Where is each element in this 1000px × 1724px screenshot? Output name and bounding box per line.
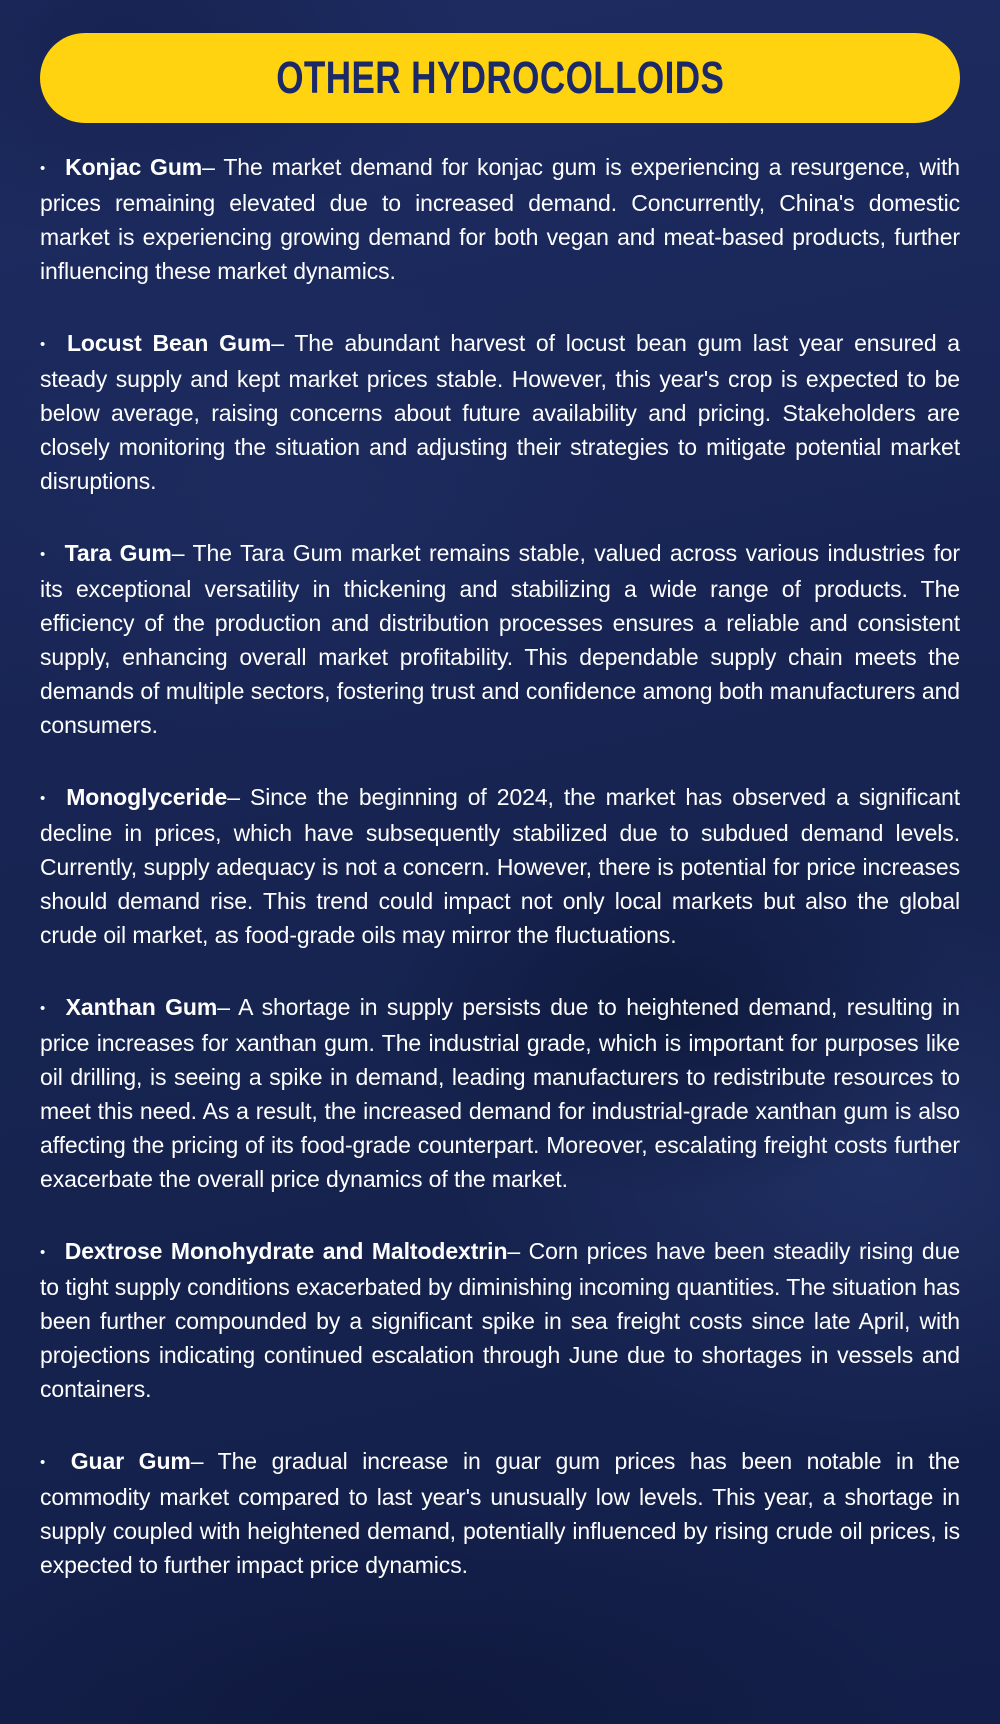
term-dash: – [271, 330, 284, 356]
list-item-monoglyceride [40, 780, 960, 952]
item-text: Corn prices have been steadily rising due to tight supply conditions exacerbated by diminishing incoming quantities. The situation has been further compounded by a significant spike in sea freight costs since late April, with projections indicating continued escalation through June due to shortages in vessels and containers. [40, 1238, 960, 1402]
term-dash: – [217, 994, 230, 1020]
item-text: A shortage in supply persists due to heightened demand, resulting in price increases for xanthan gum. The industrial grade, which is important for purposes like oil drilling, is seeing a spike in demand, leading manufacturers to redistribute resources to meet this need. As a result, the increased demand for industrial-grade xanthan gum is also affecting the pricing of its food-grade counterpart. Moreover, escalating freight costs further exacerbate the overall price dynamics of the market. [40, 994, 960, 1192]
item-text: The market demand for konjac gum is experiencing a resurgence, with prices remaining elevated due to increased demand. Concurrently, China's domestic market is experiencing growing demand for both vegan and meat-based products, further influencing these market dynamics. [40, 154, 960, 284]
item-term: Monoglyceride [66, 784, 228, 810]
bullet-icon: • [40, 336, 46, 353]
header-pill [40, 33, 960, 123]
bullet-icon: • [40, 1244, 46, 1261]
list-item-konjac-gum [40, 150, 960, 288]
bullet-icon: • [40, 1000, 46, 1017]
term-dash: – [190, 1448, 204, 1474]
item-text: The Tara Gum market remains stable, valued across various industries for its exceptional versatility in thickening and stabilizing a wide range of products. The efficiency of the production and distribution processes ensures a reliable and consistent supply, enhancing overall market profitability. This dependable supply chain meets the demands of multiple sectors, fostering trust and confidence among both manufacturers and consumers. [40, 540, 960, 738]
item-term: Guar Gum [70, 1448, 191, 1474]
item-term: Locust Bean Gum [66, 330, 272, 356]
content-list [40, 150, 960, 1582]
term-dash: – [171, 540, 185, 566]
list-item-xanthan-gum [40, 990, 960, 1196]
term-dash: – [507, 1238, 521, 1264]
list-item-locust-bean-gum [40, 326, 960, 498]
list-item-guar-gum [40, 1444, 960, 1582]
item-term: Xanthan Gum [65, 994, 218, 1020]
bullet-icon: • [40, 1454, 46, 1471]
term-dash: – [227, 784, 240, 810]
item-term: Konjac Gum [65, 154, 203, 180]
bullet-icon: • [40, 546, 46, 563]
page-title: OTHER HYDROCOLLOIDS [275, 52, 725, 103]
item-text: Since the beginning of 2024, the market has observed a significant decline in prices, which have subsequently stabilized due to subdued demand levels. Currently, supply adequacy is not a concern. However, there is potential for price increases should demand rise. This trend could impact not only local markets but also the global crude oil market, as food-grade oils may mirror the fluctuations. [40, 784, 960, 948]
item-text: The gradual increase in guar gum prices has been notable in the commodity market compared to last year's unusually low levels. This year, a shortage in supply coupled with heightened demand, potentially influenced by rising crude oil prices, is expected to further impact price dynamics. [40, 1448, 961, 1578]
list-item-dextrose-maltodextrin [40, 1234, 960, 1406]
list-item-tara-gum [40, 536, 960, 742]
item-term: Tara Gum [64, 540, 172, 566]
item-text: The abundant harvest of locust bean gum last year ensured a steady supply and kept market prices stable. However, this year's crop is expected to be below average, raising concerns about future availability and pricing. Stakeholders are closely monitoring the situation and adjusting their strategies to mitigate potential market disruptions. [40, 330, 960, 494]
bullet-icon: • [40, 160, 46, 177]
term-dash: – [202, 154, 215, 180]
item-term: Dextrose Monohydrate and Maltodextrin [64, 1238, 508, 1264]
bullet-icon: • [40, 790, 46, 807]
